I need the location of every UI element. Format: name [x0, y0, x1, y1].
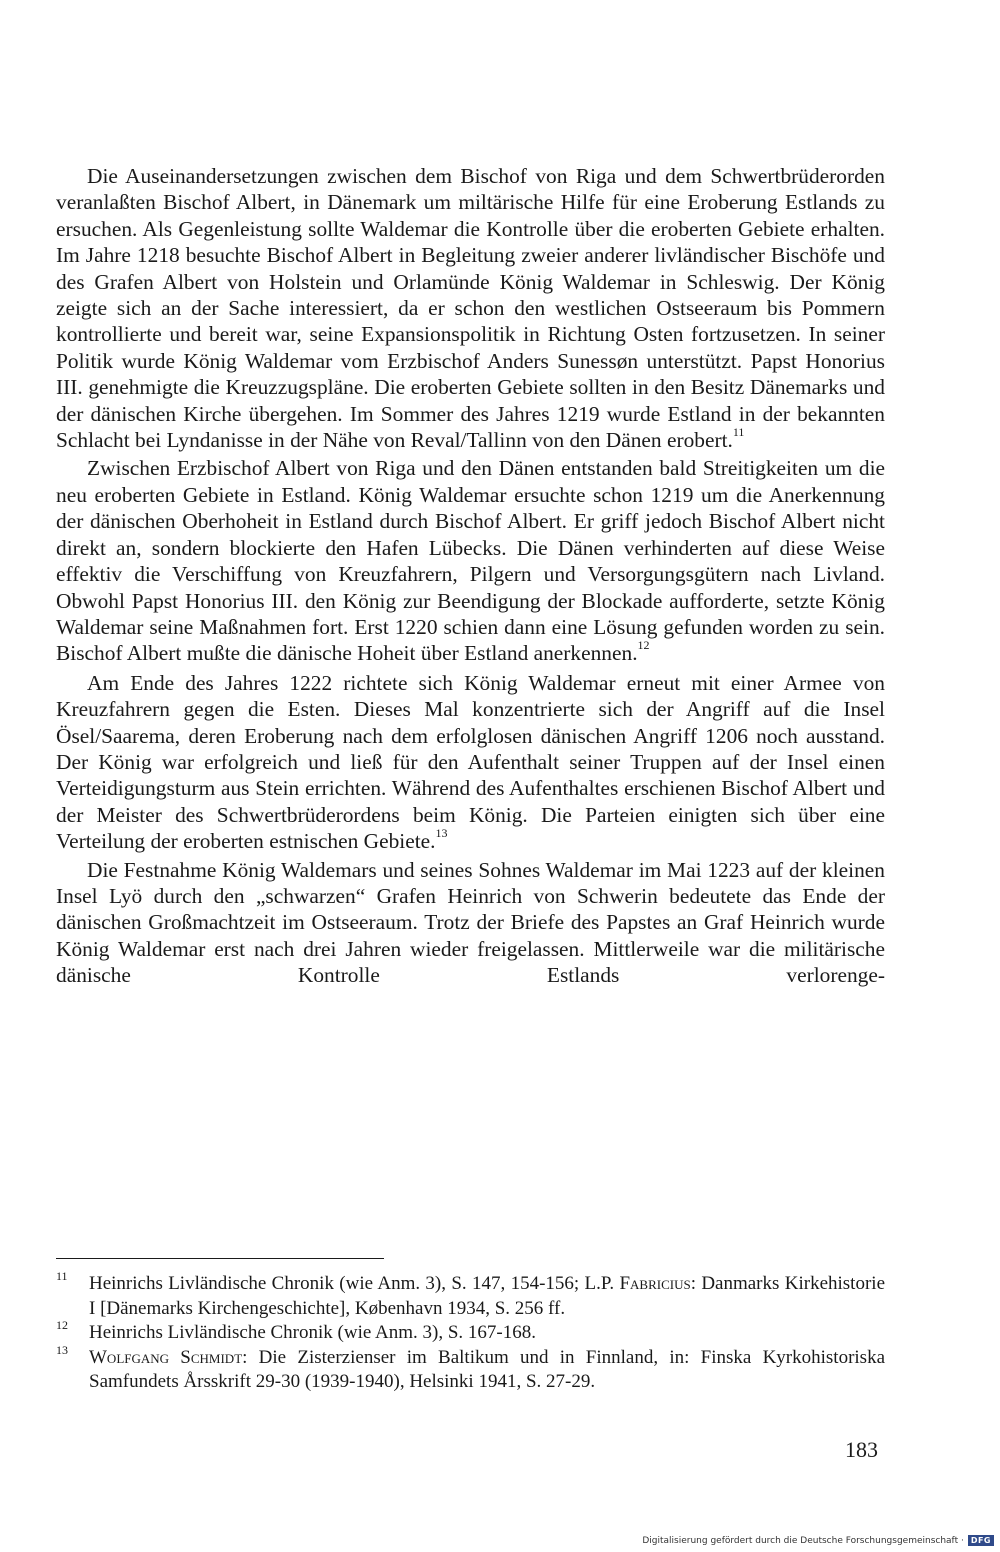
main-text [56, 163, 885, 989]
footnote-number: 12 [56, 1318, 68, 1332]
footnote-text: Heinrichs Livländische Chronik (wie Anm. 3), S. 167-168. [89, 1322, 536, 1343]
credit-text: Digitalisierung gefördert durch die Deutsche Forschungsgemeinschaft · [642, 1535, 964, 1546]
footnote-author: Fabricius [619, 1273, 691, 1294]
paragraph-2-text: Zwischen Erzbischof Albert von Riga und den Dänen entstanden bald Streitigkeiten um die neu eroberten Gebiete in Estland. König Waldemar ersuchte schon 1219 um die Anerkennung der dänischen Oberhoheit in Estland durch Bischof Albert. Er griff jedoch Bischof Albert nicht direkt an, sondern blockierte den Hafen Lübecks. Die Dänen verhinderten auf diese Weise effektiv die Verschiffung von Kreuzfahrern, Pilgern und Versorgungsgütern nach Livland. Obwohl Papst Honorius III. den König zur Beendigung der Blockade aufforderte, setzte König Waldemar seine Maßnahmen fort. Erst 1220 schien dann eine Lösung gefunden worden zu sein. Bischof Albert mußte die dänische Hoheit über Estland anerkennen. [56, 456, 885, 666]
footnote-text: : Die Zisterzienser im Baltikum und in Finnland, in: Finska Kyrkohistoriska Samfundets Årsskrift 29-30 (1939-1940), Helsinki 1941, S. 27-29. [89, 1346, 885, 1392]
footnote-text: Heinrichs Livländische Chronik (wie Anm. 3), S. 147, 154-156; L.P. [89, 1273, 620, 1294]
footnote-divider [56, 1258, 384, 1259]
page-number: 183 [845, 1437, 878, 1462]
footnote-13 [56, 1342, 885, 1395]
paragraph-3 [56, 670, 885, 855]
digitization-credit [642, 1535, 994, 1546]
dfg-logo-icon: DFG [968, 1535, 994, 1546]
footnote-number: 13 [56, 1342, 68, 1357]
footnote-12 [56, 1318, 885, 1346]
footnotes [56, 1269, 885, 1395]
footnote-text: : Danmarks Kirkehistorie I [Dänemarks Kirchengeschichte], København 1934, S. 256 ff. [89, 1273, 885, 1319]
paragraph-4 [56, 857, 885, 989]
footnote-ref-11: 11 [732, 424, 745, 439]
paragraph-3-text: Am Ende des Jahres 1222 richtete sich König Waldemar erneut mit einer Armee von Kreuzfahrern gegen die Esten. Dieses Mal konzentrierte sich der Angriff auf die Insel Ösel/Saarema, deren Eroberung nach dem erfolglosen dänischen Angriff 1206 noch ausstand. Der König war erfolgreich und ließ für den Aufenthalt seiner Truppen auf der Insel einen Verteidigungsturm aus Stein errichten. Während des Aufenthaltes erschienen Bischof Albert und der Meister des Schwertbrüderordens beim König. Die Parteien einigten sich über eine Verteilung der eroberten estnischen Gebiete. [56, 670, 885, 854]
paragraph-1 [56, 163, 885, 453]
paragraph-1-text: Die Auseinandersetzungen zwischen dem Bischof von Riga und dem Schwertbrüderorden veranlaßten Bischof Albert, in Dänemark um miltärische Hilfe für eine Eroberung Estlands zu ersuchen. Als Gegenleistung sollte Waldemar die Kontrolle über die eroberten Gebiete erhalten. Im Jahre 1218 besuchte Bischof Albert in Begleitung zweier anderer livländischer Bischöfe und des Grafen Albert von Holstein und Orlamünde König Waldemar in Schleswig. Der König zeigte sich an der Sache interessiert, da er schon den westlichen Ostseeraum bis Pommern kontrollierte und bereit war, seine Expansionspolitik in Richtung Osten fortzusetzen. In seiner Politik wurde König Waldemar vom Erzbischof Anders Sunessøn unterstützt. Papst Honorius III. genehmigte die Kreuzzugspläne. Die eroberten Gebiete sollten in den Besitz Dänemarks und der dänischen Kirche übergehen. Im Sommer des Jahres 1219 wurde Estland in der bekannten Schlacht bei Lyndanisse in der Nähe von Reval/Tallinn von den Dänen erobert. [56, 164, 885, 453]
footnote-ref-13: 13 [435, 826, 448, 841]
paragraph-2 [56, 455, 885, 666]
paragraph-4-text: Die Festnahme König Waldemars und seines Sohnes Waldemar im Mai 1223 auf der kleinen Insel Lyö durch den „schwarzen“ Grafen Heinrich von Schwerin bedeutete das Ende der dänischen Großmachtzeit im Ostseeraum. Trotz der Briefe des Papstes an Graf Heinrich wurde König Waldemar erst nach drei Jahren wieder freigelassen. Mittlerweile war die militärische dänische Kontrolle Estlands verlorenge- [56, 857, 885, 988]
footnote-author: Wolfgang Schmidt [89, 1346, 243, 1368]
footnote-number: 11 [56, 1269, 68, 1283]
footnote-ref-12: 12 [637, 638, 650, 653]
footnote-11 [56, 1269, 885, 1321]
